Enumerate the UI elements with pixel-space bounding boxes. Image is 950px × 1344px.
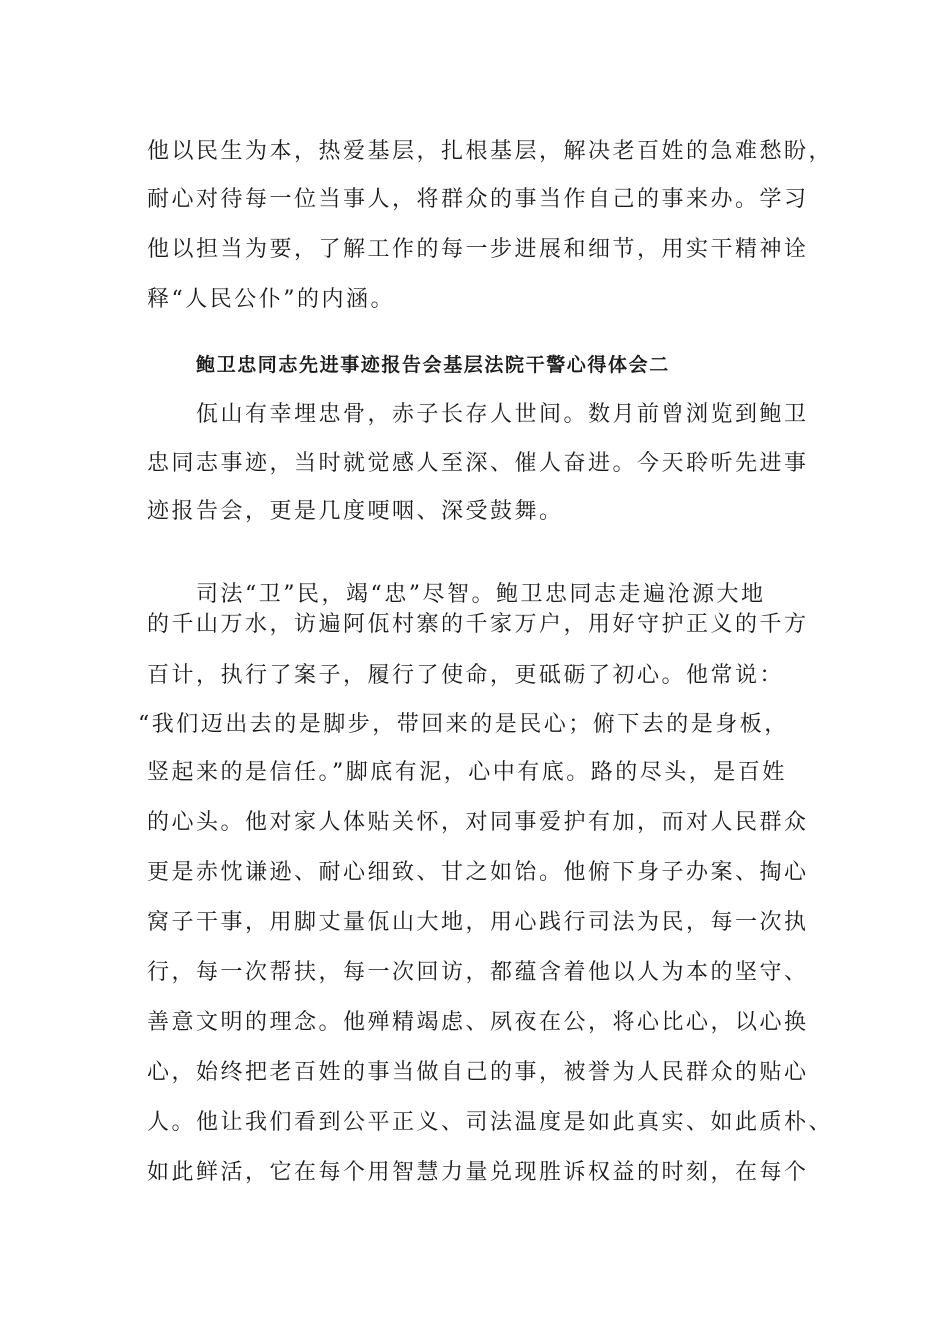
text-line: 释“人民公仆”的内涵。 <box>147 287 395 312</box>
text-line: 更是赤忱谦逊、耐心细致、甘之如饴。他俯下身子办案、掏心 <box>147 860 809 885</box>
text-line: 善意文明的理念。他殚精竭虑、夙夜在公，将心比心，以心换 <box>147 1010 809 1035</box>
text-line: “我们迈出去的是脚步，带回来的是民心；俯下去的是身板， <box>138 712 789 737</box>
text-line: 的心头。他对家人体贴关怀，对同事爱护有加，而对人民群众 <box>147 810 809 835</box>
text-line: 的千山万水，访遍阿佤村寨的千家万户，用好守护正义的千方 <box>147 612 809 637</box>
text-line: 竖起来的是信任。”脚底有泥，心中有底。路的尽头，是百姓 <box>147 760 787 785</box>
text-line: 窝子干事，用脚丈量佤山大地，用心践行司法为民，每一次执 <box>147 910 809 935</box>
text-line: 司法“卫”民，竭“忠”尽智。鲍卫忠同志走遍沧源大地 <box>196 582 766 607</box>
text-line: 百计，执行了案子，履行了使命，更砥砺了初心。他常说： <box>147 663 785 688</box>
section-heading: 鲍卫忠同志先进事迹报告会基层法院干警心得体会二 <box>196 354 670 376</box>
text-line: 心，始终把老百姓的事当做自己的事，被誉为人民群众的贴心 <box>147 1060 809 1085</box>
text-line: 耐心对待每一位当事人，将群众的事当作自己的事来办。学习 <box>147 187 809 212</box>
text-line: 人。他让我们看到公平正义、司法温度是如此真实、如此质朴、 <box>147 1110 834 1135</box>
text-line: 他以民生为本，热爱基层，扎根基层，解决老百姓的急难愁盼， <box>147 139 834 164</box>
text-line: 如此鲜活，它在每个用智慧力量兑现胜诉权益的时刻，在每个 <box>147 1160 809 1185</box>
text-line: 他以担当为要，了解工作的每一步进展和细节，用实干精神诠 <box>147 237 809 262</box>
text-line: 迹报告会，更是几度哽咽、深受鼓舞。 <box>147 499 564 524</box>
text-line: 忠同志事迹，当时就觉感人至深、催人奋进。今天聆听先进事 <box>147 451 809 476</box>
text-line: 行，每一次帮扶，每一次回访，都蕴含着他以人为本的坚守、 <box>147 960 809 985</box>
text-line: 佤山有幸埋忠骨，赤子长存人世间。数月前曾浏览到鲍卫 <box>196 402 809 427</box>
